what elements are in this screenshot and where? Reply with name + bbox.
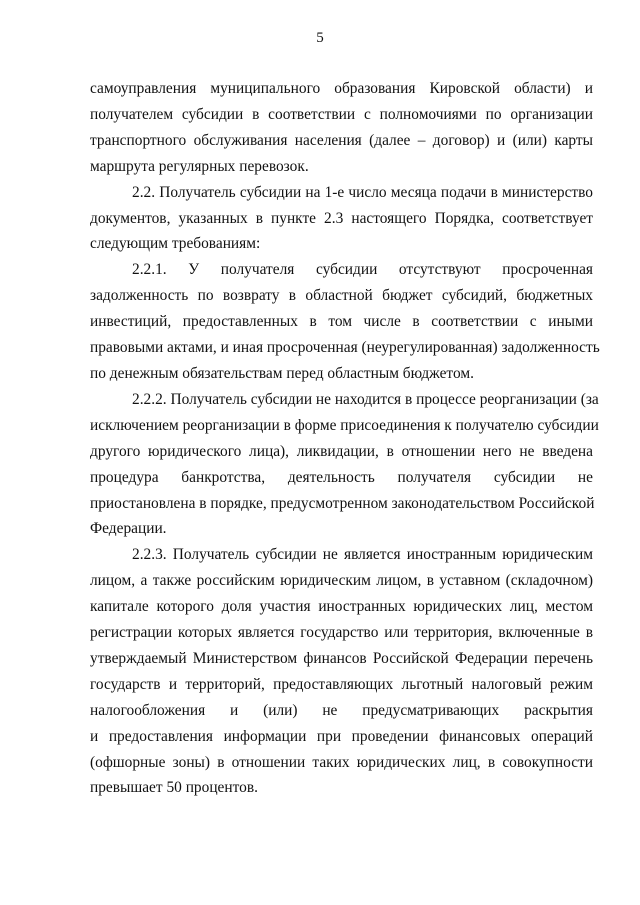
text-line: задолженность по возврату в областной бюджет субсидий, бюджетных [90, 287, 593, 305]
text-line: правовыми актами, и иная просроченная (неурегулированная) задолженность [90, 339, 600, 357]
paragraph-continuation [90, 76, 593, 180]
text-line: самоуправления муниципального образования Кировской области) и [90, 80, 593, 97]
paragraph-2-2-2 [90, 387, 599, 542]
text-line: превышает 50 процентов. [90, 779, 258, 797]
text-line: 2.2.3. Получатель субсидии не является иностранным юридическим [132, 546, 593, 564]
text-line: следующим требованиям: [90, 235, 261, 253]
text-line: документов, указанных в пункте 2.3 настоящего Порядка, соответствует [90, 209, 593, 227]
text-line: и предоставления информации при проведении финансовых операций [90, 727, 593, 745]
text-line: 2.2.1. У получателя субсидии отсутствуют просроченная [132, 261, 593, 279]
text-line: 2.2. Получатель субсидии на 1-е число месяца подачи в министерство [132, 183, 593, 201]
paragraph-2-2-1 [90, 257, 600, 387]
document-body [90, 76, 600, 801]
text-line: (офшорные зоны) в отношении таких юридических лиц, в совокупности [90, 753, 593, 771]
text-line: процедура банкротства, деятельность получателя субсидии не [90, 468, 593, 486]
text-line: Федерации. [90, 520, 167, 538]
text-line: лицом, а также российским юридическим лицом, в уставном (складочном) [90, 572, 593, 590]
text-line: по денежным обязательствам перед областным бюджетом. [90, 364, 474, 382]
text-line: транспортного обслуживания населения (далее – договор) и (или) карты [90, 131, 593, 149]
text-line: налогообложения и (или) не предусматривающих раскрытия [90, 701, 593, 719]
text-line: 2.2.2. Получатель субсидии не находится в процессе реорганизации (за [132, 390, 599, 408]
text-line: капитале которого доля участия иностранных юридических лиц, местом [90, 598, 593, 616]
text-line: маршрута регулярных перевозок. [90, 157, 309, 175]
text-line: утверждаемый Министерством финансов Российской Федерации перечень [90, 649, 593, 667]
page-number: 5 [316, 30, 324, 46]
text-line: другого юридического лица), ликвидации, в отношении него не введена [90, 442, 593, 460]
text-line: регистрации которых является государство или территория, включенные в [90, 624, 593, 642]
text-line: получателем субсидии в соответствии с полномочиями по организации [90, 105, 593, 123]
text-line: государств и территорий, предоставляющих льготный налоговый режим [90, 675, 593, 693]
text-line: исключением реорганизации в форме присоединения к получателю субсидии [90, 416, 599, 434]
text-line: инвестиций, предоставленных в том числе в соответствии с иными [90, 313, 593, 331]
paragraph-2-2-3 [90, 542, 593, 801]
paragraph-2-2 [90, 180, 593, 258]
text-line: приостановлена в порядке, предусмотренном законодательством Российской [90, 494, 595, 512]
